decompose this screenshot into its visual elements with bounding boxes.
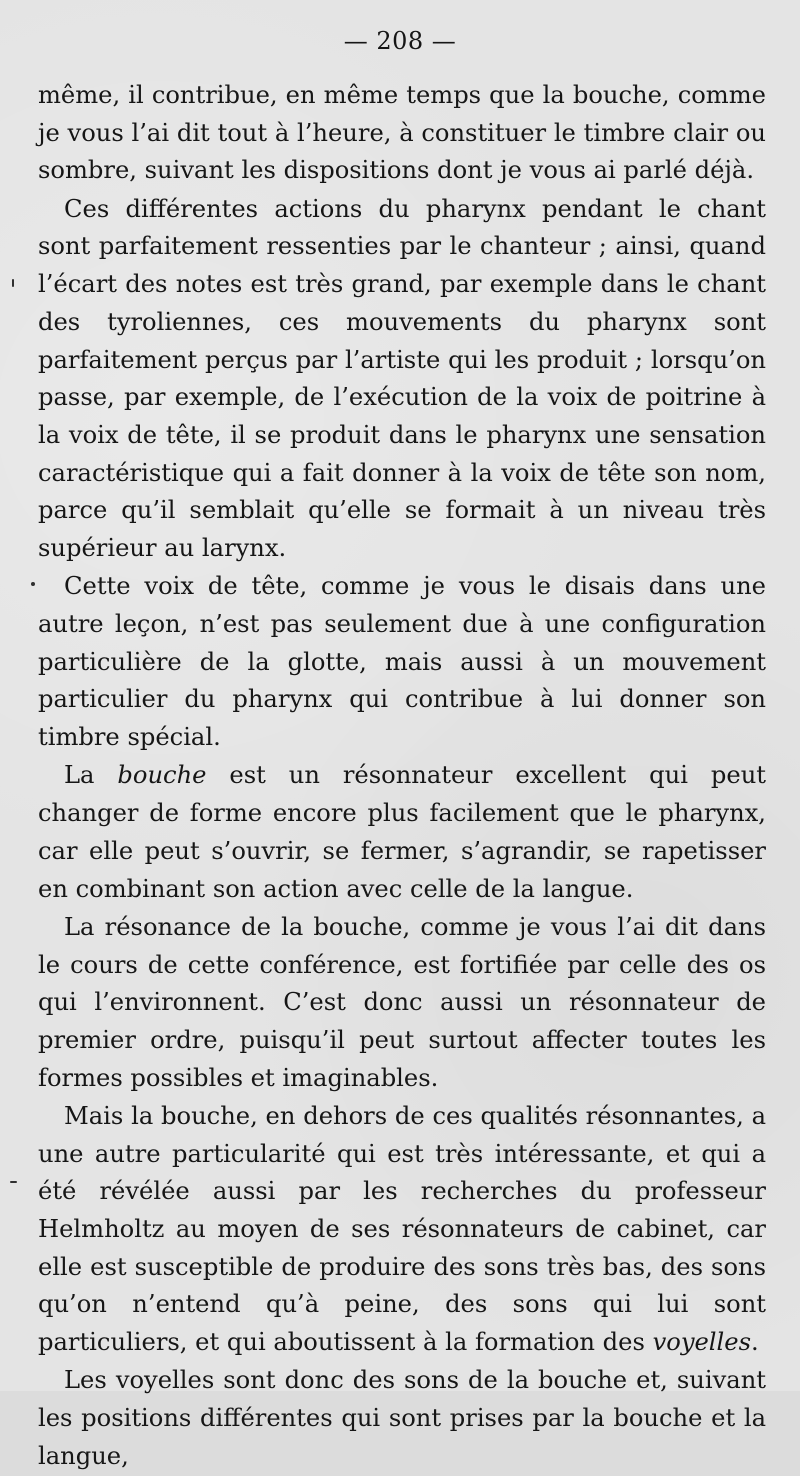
text-run: Mais la bouche, en dehors de ces qualités résonnantes, a une autre particularité qui est très intéressante, et qui a été révélée aussi par les recherches du professeur Helmholtz au moyen de ses résonnateurs de cabinet, car elle est susceptible de produire des sons très bas, des sons qu’on n’entend qu’à peine, des sons qui lui sont particuliers, et qui aboutissent à la formation des <box>38 1101 766 1357</box>
text-run: Les voyelles sont donc des sons de la bouche et, suivant les positions différentes qui sont prises par la bouche et la langue, <box>38 1366 766 1470</box>
paragraph <box>38 77 766 190</box>
margin-speck <box>31 582 35 586</box>
paragraph <box>38 191 766 568</box>
text-run: même, il contribue, en même temps que la bouche, comme je vous l’ai dit tout à l’heure, à constituer le timbre clair ou sombre, suivant les dispositions dont je vous ai parlé déjà. <box>38 81 766 185</box>
paragraph <box>38 1362 766 1475</box>
paragraph <box>38 568 766 757</box>
text-run: La résonance de la bouche, comme je vous l’ai dit dans le cours de cette conférence, est fortifiée par celle des os qui l’environnent. C’est donc aussi un résonnateur de premier ordre, puisqu’il peut surtout affecter toutes les formes possibles et imaginables. <box>38 912 766 1092</box>
text-run: . <box>751 1328 759 1357</box>
italic-text: voyelles <box>652 1328 751 1357</box>
margin-speck <box>12 279 14 287</box>
paragraph <box>38 757 766 908</box>
text-run: Ces différentes actions du pharynx pendant le chant sont parfaitement ressenties par le chanteur ; ainsi, quand l’écart des notes est très grand, par exemple dans le chant des tyroliennes, ces mouvements du pharynx sont parfaitement perçus par l’artiste qui les produit ; lorsqu’on passe, par exemple, de l’exécution de la voix de poitrine à la voix de tête, il se produit dans le pharynx une sensation caractéristique qui a fait donner à la voix de tête son nom, parce qu’il semblait qu’elle se formait à un niveau très supérieur au larynx. <box>38 194 766 563</box>
page-number: — 208 — <box>343 27 457 55</box>
text-run: Cette voix de tête, comme je vous le disais dans une autre leçon, n’est pas seulement due à une configuration particulière de la glotte, mais aussi à un mouvement particulier du pharynx qui contribue à lui donner son timbre spécial. <box>38 572 766 752</box>
text-run: La <box>64 761 118 790</box>
text-run: est un résonnateur excellent qui peut changer de forme encore plus facilement que le pharynx, car elle peut s’ouvrir, se fermer, s’agrandir, se rapetisser en combinant son action avec celle de la langue. <box>38 761 766 903</box>
italic-text: bouche <box>117 761 207 790</box>
paragraph <box>38 1098 766 1362</box>
margin-speck <box>10 1181 17 1183</box>
paragraph <box>38 909 766 1098</box>
page-body-text <box>38 77 766 1476</box>
